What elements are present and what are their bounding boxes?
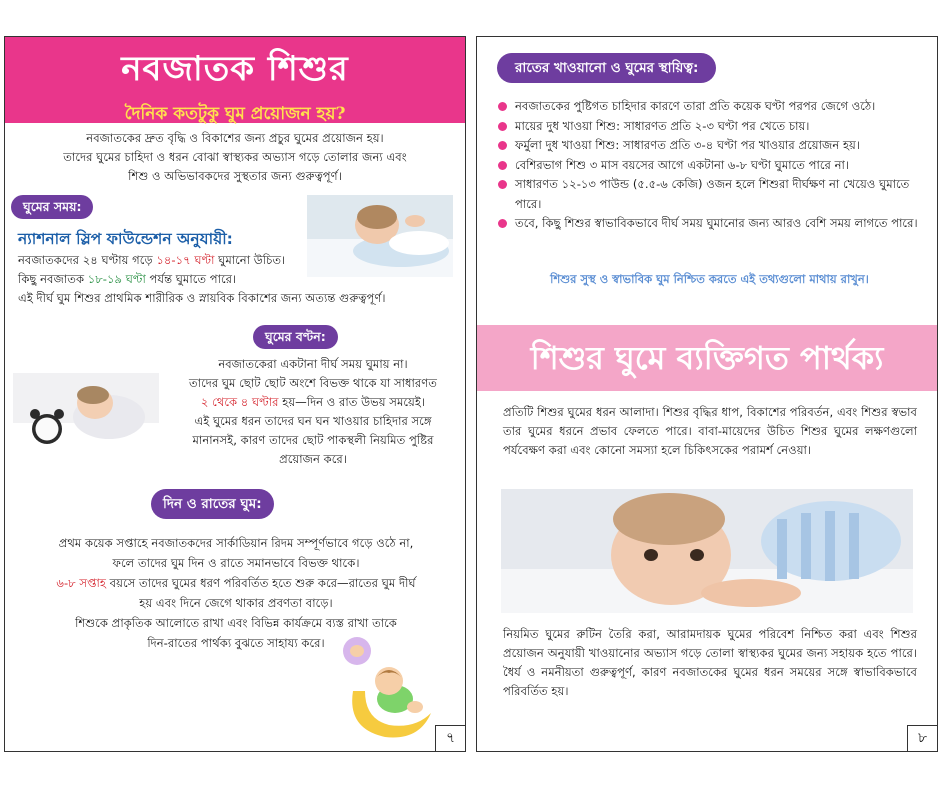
- nsf-highlight-1: ১৪-১৭ ঘণ্টা: [156, 253, 215, 267]
- page-number-right: ৮: [907, 725, 937, 751]
- dist-line-4: এই ঘুমের ধরন তাদের ঘন ঘন খাওয়ার চাহিদার সঙ্গে: [194, 414, 432, 428]
- day-night-heading: দিন ও রাতের ঘুম:: [151, 489, 274, 519]
- list-item: তবে, কিছু শিশুর স্বাভাবিকভাবে দীর্ঘ সময় ঘুমানোর জন্য আরও বেশি সময় লাগতে পারে।: [497, 214, 922, 234]
- nsf-line-3: এই দীর্ঘ ঘুম শিশুর প্রাথমিক শারীরিক ও স্নায়বিক বিকাশের জন্য অত্যন্ত গুরুত্বপূর্ণ।: [18, 291, 386, 305]
- list-item: নবজাতকের পুষ্টিগত চাহিদার কারণে তারা প্রতি কয়েক ঘণ্টা পরপর জেগে ওঠে।: [497, 97, 922, 117]
- night-feeding-list: [497, 97, 922, 234]
- baby-on-moon-illustration: [335, 633, 435, 745]
- list-item: মায়ের দুধ খাওয়া শিশু: সাধারণত প্রতি ২-৩ ঘণ্টা পর খেতে চায়।: [497, 117, 922, 137]
- nsf-paragraph: [18, 251, 458, 308]
- nsf-highlight-2: ১৮-১৯ ঘণ্টা: [87, 272, 146, 286]
- left-page: [4, 36, 466, 752]
- dn-highlight: ৬-৮ সপ্তাহ: [56, 576, 106, 590]
- sleep-time-heading: ঘুমের সময়:: [11, 195, 93, 219]
- intro-line-2: তাদের ঘুমের চাহিদা ও ধরন বোঝা স্বাস্থ্যকর অভ্যাস গড়ে তোলার জন্য এবং: [63, 150, 407, 164]
- page-number-left: ৭: [435, 725, 465, 751]
- individual-difference-paragraph: প্রতিটি শিশুর ঘুমের ধরন আলাদা। শিশুর বৃদ্ধির ধাপ, বিকাশের পরিবর্তন, এবং শিশুর স্বভাব তার ঘুমের ধরনে প্রভাব ফেলতে পারে। বাবা-মায়েদের উচিত শিশুর ঘুমের লক্ষণগুলো পর্যবেক্ষণ করা এবং কোনো সমস্যা হলে চিকিৎসকের পরামর্শ নেওয়া।: [503, 405, 917, 457]
- intro-line-3: শিশু ও অভিভাবকদের সুস্থতার জন্য গুরুত্বপূর্ণ।: [128, 169, 342, 183]
- night-feeding-heading: রাতের খাওয়ানো ও ঘুমের স্থায়িত্ব:: [497, 53, 716, 83]
- dist-highlight: ২ থেকে ৪ ঘণ্টার: [200, 395, 279, 409]
- dist-line-3: ২ থেকে ৪ ঘণ্টার হয়—দিন ও রাত উভয় সময়েই।: [200, 395, 426, 409]
- reminder-note: শিশুর সুস্থ ও স্বাভাবিক ঘুম নিশ্চিত করতে এই তথ্যগুলো মাথায় রাখুন।: [550, 272, 869, 286]
- list-item: সাধারণত ১২-১৩ পাউন্ড (৫.৫-৬ কেজি) ওজন হলে শিশুরা দীর্ঘক্ষণ না খেয়েও ঘুমাতে পারে।: [497, 175, 922, 214]
- distribution-paragraph: [165, 355, 461, 469]
- dist-line-5: মানানসই, কারণ তাদের ছোট পাকস্থলী নিয়মিত পুষ্টির: [192, 433, 434, 447]
- dn-line-1: প্রথম কয়েক সপ্তাহে নবজাতকদের সার্কাডিয়ান রিদম সম্পূর্ণভাবে গড়ে ওঠে না,: [58, 536, 414, 550]
- dist-line-6: প্রয়োজন করে।: [279, 452, 347, 466]
- list-item: বেশিরভাগ শিশু ৩ মাস বয়সের আগে একটানা ৬-৮ ঘণ্টা ঘুমাতে পারে না।: [497, 156, 922, 176]
- nsf-line-1: নবজাতকদের ২৪ ঘণ্টায় গড়ে ১৪-১৭ ঘণ্টা ঘুমানো উচিত।: [18, 253, 286, 267]
- hero-banner: [5, 37, 465, 123]
- baby-lying-photo: [501, 489, 913, 613]
- distribution-heading: ঘুমের বণ্টন:: [253, 325, 338, 349]
- dn-line-6: দিন-রাতের পার্থক্য বুঝতে সাহায্য করে।: [147, 636, 325, 650]
- hero-subtitle: দৈনিক কতটুকু ঘুম প্রয়োজন হয়?: [124, 104, 346, 124]
- dn-line-5: শিশুকে প্রাকৃতিক আলোতে রাখা এবং বিভিন্ন কার্যক্রমে ব্যস্ত রাখা তাকে: [75, 616, 397, 630]
- nsf-line-2: কিছু নবজাতক ১৮-১৯ ঘণ্টা পর্যন্ত ঘুমাতে পারে।: [18, 272, 237, 286]
- dn-line-3: ৬-৮ সপ্তাহ বয়সে তাদের ঘুমের ধরণ পরিবর্তিত হতে শুরু করে—রাতের ঘুম দীর্ঘ: [56, 576, 416, 590]
- baby-with-clock-photo: [13, 373, 159, 451]
- dist-line-2: তাদের ঘুম ছোট ছোট অংশে বিভক্ত থাকে যা সাধারণত: [189, 376, 437, 390]
- individual-difference-title: শিশুর ঘুমে ব্যক্তিগত পার্থক্য: [477, 325, 937, 391]
- list-item: ফর্মুলা দুধ খাওয়া শিশু: সাধারণত প্রতি ৩-৪ ঘণ্টা পর খাওয়ার প্রয়োজন হয়।: [497, 136, 922, 156]
- nsf-heading: ন্যাশনাল স্লিপ ফাউন্ডেশন অনুযায়ী:: [18, 230, 233, 248]
- intro-line-1: নবজাতকের দ্রুত বৃদ্ধি ও বিকাশের জন্য প্রচুর ঘুমের প্রয়োজন হয়।: [86, 131, 384, 145]
- intro-paragraph: [15, 129, 455, 186]
- hero-title: নবজাতক শিশুর: [121, 49, 349, 89]
- dist-line-1: নবজাতকেরা একটানা দীর্ঘ সময় ঘুমায় না।: [218, 357, 408, 371]
- dn-line-2: ফলে তাদের ঘুম দিন ও রাতে সমানভাবে বিভক্ত থাকে।: [112, 556, 360, 570]
- routine-paragraph: নিয়মিত ঘুমের রুটিন তৈরি করা, আরামদায়ক ঘুমের পরিবেশ নিশ্চিত করা এবং শিশুর প্রয়োজন অনুযায়ী খাওয়ানোর অভ্যাস গড়ে তোলা স্বাস্থ্যকর ঘুমের জন্য সহায়ক হতে পারে। ধৈর্য ও নমনীয়তা গুরুত্বপূর্ণ, কারণ নবজাতকের ঘুমের ধরন সময়ের সঙ্গে স্বাভাবিকভাবে পরিবর্তিত হয়।: [503, 627, 917, 698]
- dn-line-4: হয় এবং দিনে জেগে থাকার প্রবণতা বাড়ে।: [139, 596, 333, 610]
- right-page: [476, 36, 938, 752]
